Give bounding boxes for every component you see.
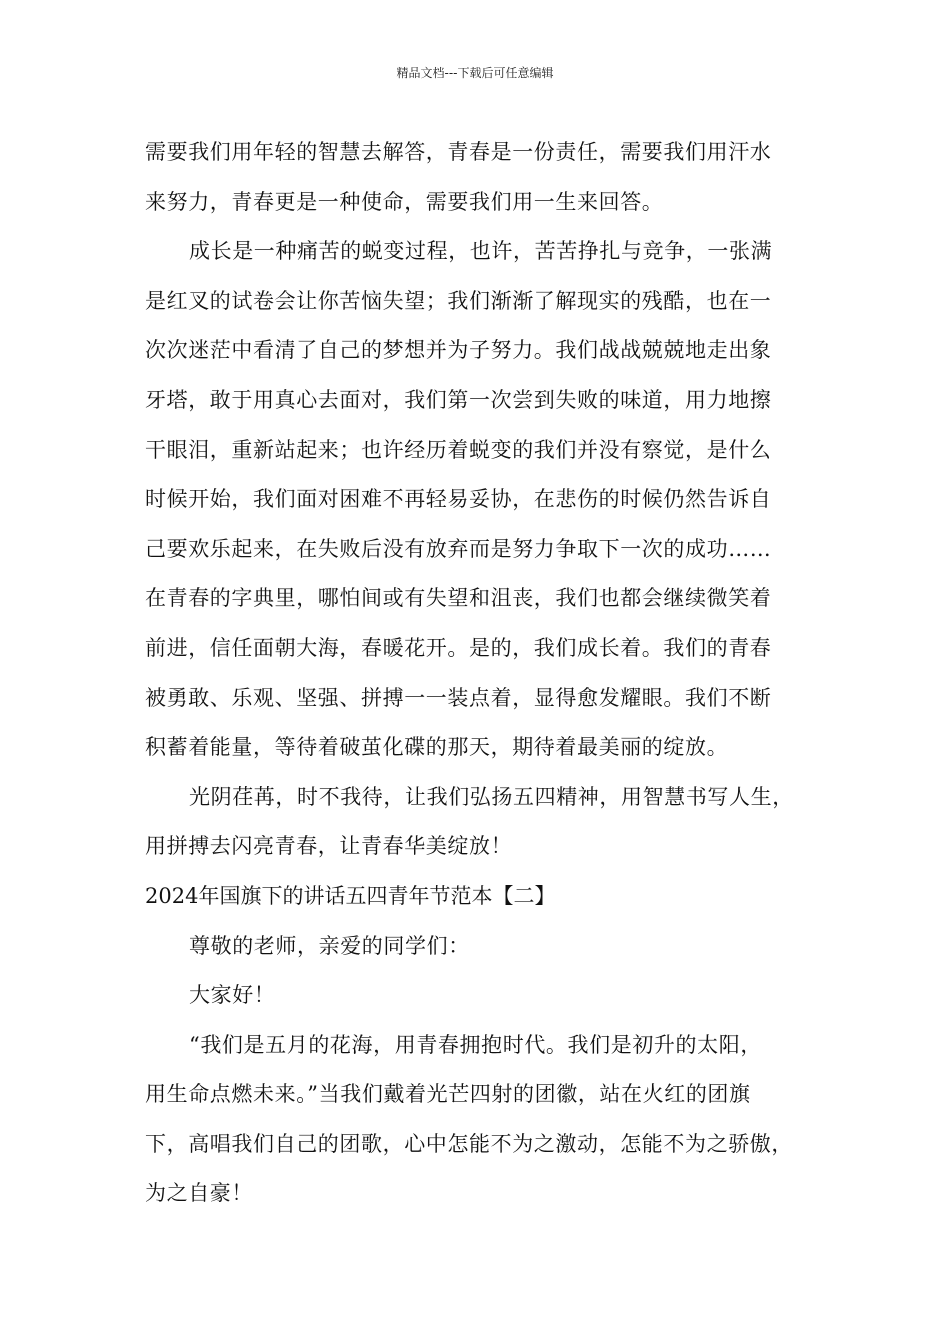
text-line: 为之自豪！ [145, 1181, 253, 1206]
page-header: 精品文档---下载后可任意编辑 [396, 66, 554, 80]
greeting: 大家好！ [189, 983, 276, 1008]
paragraph-start: “我们是五月的花海，用青春拥抱时代。我们是初升的太阳， [189, 1032, 762, 1057]
text-line: 下，高唱我们自己的团歌，心中怎能不为之激动，怎能不为之骄傲， [145, 1131, 793, 1156]
document-body [145, 128, 825, 1219]
text-line: 时候开始，我们面对困难不再轻易妥协，在悲伤的时候仍然告诉自 [145, 487, 772, 512]
text-line: 是红叉的试卷会让你苦恼失望；我们渐渐了解现实的残酷，也在一 [145, 288, 772, 313]
section-heading: 2024年国旗下的讲话五四青年节范本【二】 [145, 883, 556, 908]
text-line: 在青春的字典里，哪怕间或有失望和沮丧，我们也都会继续微笑着 [145, 586, 772, 611]
paragraph-start: 光阴荏苒，时不我待，让我们弘扬五四精神，用智慧书写人生， [189, 784, 794, 809]
text-line: 用拼搏去闪亮青春，让青春华美绽放！ [145, 834, 513, 859]
paragraph-start: 成长是一种痛苦的蜕变过程，也许，苦苦挣扎与竞争，一张满 [189, 239, 773, 264]
text-line: 干眼泪，重新站起来；也许经历着蜕变的我们并没有察觉，是什么 [145, 437, 772, 462]
text-line: 次次迷茫中看清了自己的梦想并为子努力。我们战战兢兢地走出象 [145, 338, 772, 363]
text-line: 需要我们用年轻的智慧去解答，青春是一份责任，需要我们用汗水 [145, 140, 772, 164]
text-line: 用生命点燃未来。”当我们戴着光芒四射的团徽，站在火红的团旗 [145, 1082, 751, 1107]
text-line: 被勇敢、乐观、坚强、拼搏一一装点着，显得愈发耀眼。我们不断 [145, 685, 772, 710]
text-line: 积蓄着能量，等待着破茧化碟的那天，期待着最美丽的绽放。 [145, 735, 729, 760]
text-line: 牙塔，敢于用真心去面对，我们第一次尝到失败的味道，用力地擦 [145, 387, 772, 412]
salutation: 尊敬的老师，亲爱的同学们： [189, 933, 470, 958]
text-line: 前进，信任面朝大海，春暖花开。是的，我们成长着。我们的青春 [145, 635, 772, 660]
text-line: 己要欢乐起来，在失败后没有放弃而是努力争取下一次的成功…… [145, 536, 772, 561]
text-line: 来努力，青春更是一种使命，需要我们用一生来回答。 [145, 189, 664, 214]
